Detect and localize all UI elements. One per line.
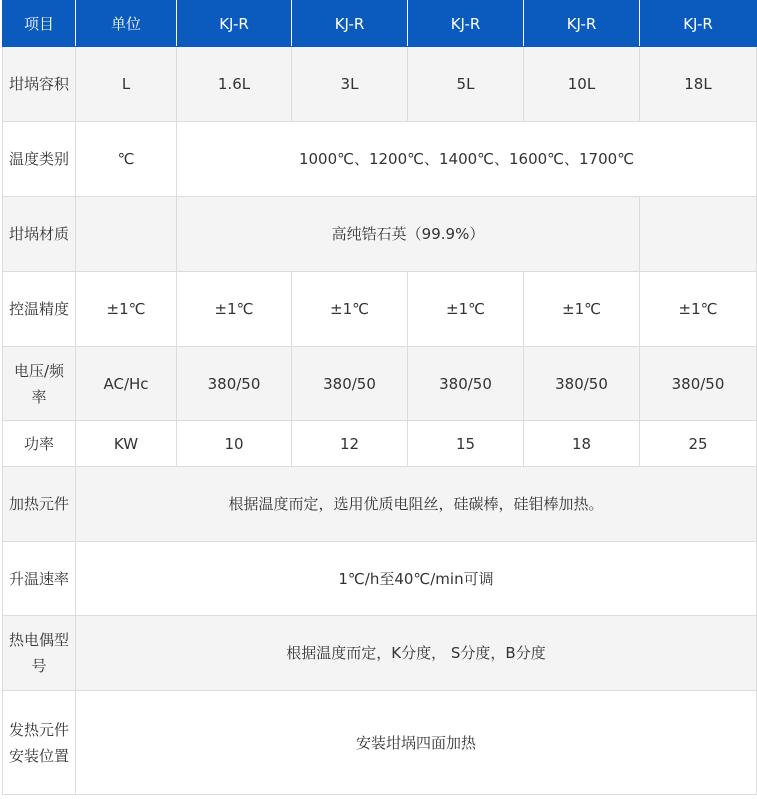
table-row [3,542,757,616]
table-cell: 高纯锆石英（99.9%） [177,197,640,272]
header-model: KJ-R [292,1,408,47]
table-row [3,47,757,122]
table-cell: 1.6L [177,47,292,122]
row-label: 控温精度 [3,272,76,347]
row-unit: ℃ [76,122,177,197]
table-row [3,467,757,542]
table-cell: 10 [177,421,292,467]
row-label: 电压/频率 [3,347,76,421]
row-label: 热电偶型号 [3,616,76,691]
row-unit: ±1℃ [76,272,177,347]
table-cell: 10L [524,47,640,122]
table-cell: 380/50 [640,347,757,421]
header-model: KJ-R [640,1,757,47]
empty-cell [76,197,177,272]
table-cell: 3L [292,47,408,122]
table-row [3,122,757,197]
table-cell: ±1℃ [640,272,757,347]
row-label: 功率 [3,421,76,467]
table-cell: 根据温度而定，K分度， S分度，B分度 [76,616,757,691]
row-label: 加热元件 [3,467,76,542]
table-cell: 380/50 [292,347,408,421]
row-unit: L [76,47,177,122]
table-cell: 12 [292,421,408,467]
table-cell: 1000℃、1200℃、1400℃、1600℃、1700℃ [177,122,757,197]
table-row [3,197,757,272]
table-row [3,616,757,691]
table-row [3,421,757,467]
header-row [3,1,757,47]
table-cell: 安装坩埚四面加热 [76,691,757,795]
row-unit: AC/Hc [76,347,177,421]
table-cell: 380/50 [408,347,524,421]
row-label: 升温速率 [3,542,76,616]
spec-table [2,0,757,795]
table-cell: ±1℃ [408,272,524,347]
table-cell: 380/50 [524,347,640,421]
header-model: KJ-R [408,1,524,47]
table-row [3,272,757,347]
table-cell: 1℃/h至40℃/min可调 [76,542,757,616]
table-row [3,347,757,421]
row-label: 坩埚材质 [3,197,76,272]
table-cell: 15 [408,421,524,467]
row-unit: KW [76,421,177,467]
table-cell: 5L [408,47,524,122]
row-label: 坩埚容积 [3,47,76,122]
table-cell: 380/50 [177,347,292,421]
header-item: 项目 [3,1,76,47]
table-cell: 25 [640,421,757,467]
table-cell: ±1℃ [524,272,640,347]
header-model: KJ-R [524,1,640,47]
table-cell: ±1℃ [292,272,408,347]
table-cell: ±1℃ [177,272,292,347]
row-label: 温度类别 [3,122,76,197]
empty-cell [640,197,757,272]
header-model: KJ-R [177,1,292,47]
table-row [3,691,757,795]
header-unit: 单位 [76,1,177,47]
row-label: 发热元件安装位置 [3,691,76,795]
table-cell: 18L [640,47,757,122]
table-cell: 根据温度而定，选用优质电阻丝，硅碳棒，硅钼棒加热。 [76,467,757,542]
table-cell: 18 [524,421,640,467]
